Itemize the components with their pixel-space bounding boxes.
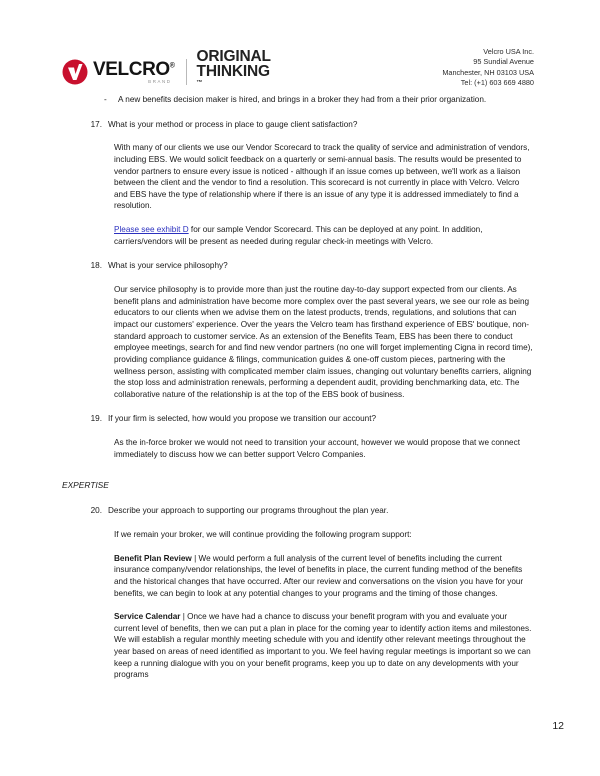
answer-20-benefit-plan-review	[114, 553, 534, 600]
service-calendar-text: | Once we have had a chance to discuss your benefit program with you and evaluate your current level of benefits, then we can put a plan in place for the coming year to identify action items and milestones. We will establish a regular monthly meeting schedule with you and identify other relevant meetings throughout the year based on areas of need identified as important to you. We feel having regular meetings is important so we can keep a running dialogue with you on your benefit programs, keep you up to date on any developments with your programs	[114, 612, 532, 680]
velcro-brand-subtext: BRAND	[148, 78, 172, 84]
service-calendar-label: Service Calendar	[114, 612, 181, 622]
bullet-list-item	[104, 94, 534, 106]
answer-18-paragraph: Our service philosophy is to provide more than just the routine day-to-day support expected from our clients. As benefit plans and administration have become more complex over the past several years, we see our role as being educators to our clients when we advise them on the latest products, trends, regulations, and solutions that can impact our customers' experience. Over the years the Velcro team has firsthand experience of EBS' boutique, non-standard approach to customer service. As an extension of the Benefits Team, EBS has been there to conduct employee meetings, search for and find new vendor partners (no one will forget implementing Cigna in record time), providing compliance guidance & filings, communication guides & one-off custom pieces, partnering with the wellness person, assisting with complicated member claim issues, changing out voluntary benefits carriers, aligning the stop loss and administration renewals, performing a dependent audit, providing benchmarking data, etc. The collaborative nature of the relationship is at the top of the EBS book of business.	[114, 285, 533, 399]
exhibit-d-link[interactable]: Please see exhibit D	[114, 225, 189, 235]
address-line-street: 95 Sundial Avenue	[473, 57, 534, 67]
question-text-20: Describe your approach to supporting our programs throughout the plan year.	[108, 506, 389, 516]
benefit-plan-review-label: Benefit Plan Review	[114, 553, 192, 563]
answer-20-service-calendar	[114, 611, 534, 681]
velcro-brand-name: VELCRO®	[93, 58, 175, 80]
page-header	[62, 44, 534, 90]
answer-17-paragraph-2	[114, 224, 534, 247]
address-line-city: Manchester, NH 03103 USA	[442, 67, 534, 77]
question-item-19	[90, 413, 534, 425]
velcro-original-thinking-logo	[62, 50, 271, 94]
registered-mark-icon: ®	[169, 62, 175, 70]
answer-20-intro: If we remain your broker, we will continue providing the following program support:	[114, 529, 412, 539]
question-text-18: What is your service philosophy?	[108, 261, 228, 271]
question-text-17: What is your method or process in place to gauge client satisfaction?	[108, 119, 358, 129]
page-number: 12	[552, 720, 564, 732]
bullet-item-text: A new benefits decision maker is hired, and brings in a broker they had from a their prior organization.	[118, 95, 487, 104]
question-number-19: 19.	[90, 414, 102, 424]
trademark-mark-icon: ™	[196, 80, 203, 87]
section-heading-expertise: EXPERTISE	[62, 480, 109, 491]
answer-17-paragraph-1: With many of our clients we use our Vendor Scorecard to track the quality of service and administration of vendors, including EBS. We would solicit feedback on a quarterly or semi-annual basis. The results would be presented to vendor partners to ensure every issue is noticed - although if an issue comes up between, we'll work as a liaison between the client and the vendor to find a resolution. This scorecard is not currently in place with Velcro. Velcro and EBS have the type of relationship where if there is an issue of any type it is addressed immediately to find a resolution.	[114, 143, 530, 211]
question-number-18: 18.	[90, 261, 102, 271]
question-text-19: If your firm is selected, how would you propose we transition our account?	[108, 414, 377, 424]
document-body	[62, 94, 534, 681]
question-number-20: 20.	[90, 506, 102, 516]
velcro-shield-checkmark-icon	[62, 59, 88, 85]
answer-17-paragraph-2-rest: for our sample Vendor Scorecard. This can be deployed at any point. In addition, carriers/vendors will be present as needed during regular check-in meetings with Velcro.	[114, 225, 483, 246]
address-line-phone: Tel: (+1) 603 669 4880	[460, 78, 534, 88]
original-thinking-line1: ORIGINAL	[196, 48, 271, 65]
logo-divider	[186, 59, 187, 85]
benefit-plan-review-text: | We would perform a full analysis of the current level of benefits including the current insurance company/vendor relationships, the level of benefits in place, the current funding method of the benefits and the historical changes that have occurred. After our review and conversations on the vision you have for your benefits, we can begin to look at any potential changes to your programs and the timing of those changes.	[114, 553, 524, 598]
velcro-wordmark	[93, 60, 175, 84]
question-item-20	[90, 505, 534, 517]
question-number-17: 17.	[90, 119, 102, 129]
company-address-block	[442, 47, 534, 88]
bullet-dash-marker: -	[104, 95, 107, 104]
question-item-17	[90, 119, 534, 131]
address-line-company: Velcro USA Inc.	[483, 47, 534, 56]
original-thinking-line2: THINKING ™	[196, 62, 270, 87]
original-thinking-wordmark	[197, 50, 271, 94]
answer-19-paragraph: As the in-force broker we would not need to transition your account, however we would propose that we connect immediately to discuss how we can better support Velcro Companies.	[114, 438, 520, 459]
question-item-18	[90, 260, 534, 272]
